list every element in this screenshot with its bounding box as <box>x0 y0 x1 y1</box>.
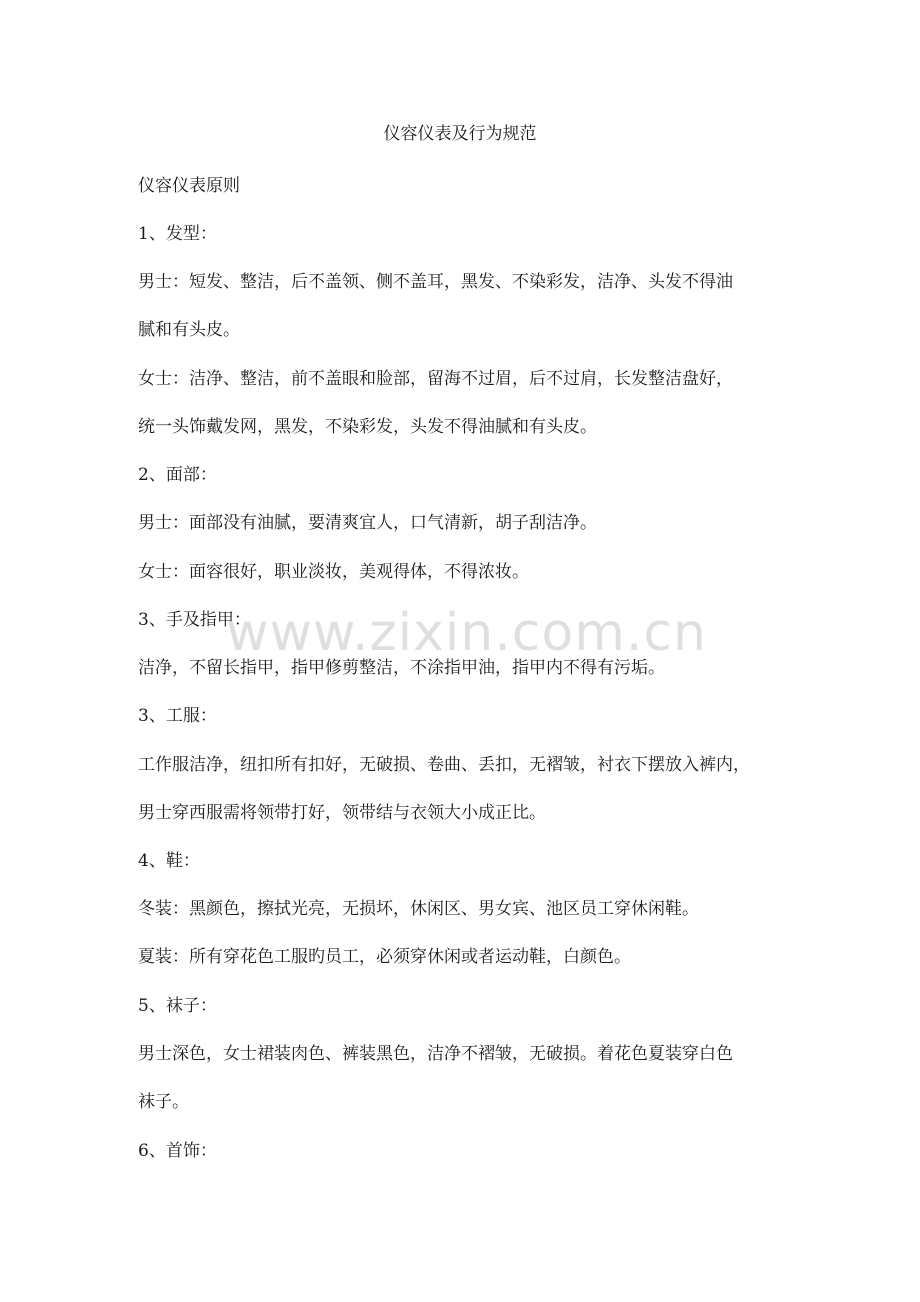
document-title: 仪容仪表及行为规范 <box>383 124 537 144</box>
section-heading-face: 2、面部： <box>138 465 217 485</box>
paragraph-line: 男士穿西服需将领带打好，领带结与衣领大小成正比。 <box>138 803 546 823</box>
paragraph-line: 腻和有头皮。 <box>138 320 240 340</box>
paragraph-line: 男士：面部没有油腻，要清爽宜人，口气清新，胡子刮洁净。 <box>138 513 597 533</box>
paragraph-line: 洁净，不留长指甲，指甲修剪整洁，不涂指甲油，指甲内不得有污垢。 <box>138 658 665 678</box>
paragraph-line: 夏装：所有穿花色工服旳员工，必须穿休闲或者运动鞋，白颜色。 <box>138 947 631 967</box>
section-heading-principles: 仪容仪表原则 <box>138 176 240 196</box>
paragraph-line: 女士：面容很好，职业淡妆，美观得体，不得浓妆。 <box>138 562 529 582</box>
paragraph-line: 女士：洁净、整洁，前不盖眼和脸部，留海不过眉，后不过肩，长发整洁盘好， <box>138 369 733 389</box>
watermark: www.zixin.com.cn <box>226 603 707 663</box>
section-heading-hands: 3、手及指甲： <box>138 610 251 630</box>
section-heading-uniform: 3、工服： <box>138 706 217 726</box>
section-heading-shoes: 4、鞋： <box>138 851 200 871</box>
paragraph-line: 统一头饰戴发网，黑发，不染彩发，头发不得油腻和有头皮。 <box>138 417 597 437</box>
section-heading-jewelry: 6、首饰： <box>138 1141 217 1161</box>
paragraph-line: 冬装：黑颜色，擦拭光亮，无损坏，休闲区、男女宾、池区员工穿休闲鞋。 <box>138 899 699 919</box>
section-heading-hairstyle: 1、发型： <box>138 224 217 244</box>
paragraph-line: 工作服洁净，纽扣所有扣好，无破损、卷曲、丢扣，无褶皱，衬衣下摆放入裤内， <box>138 755 750 775</box>
paragraph-line: 袜子。 <box>138 1092 189 1112</box>
paragraph-line: 男士深色，女士裙装肉色、裤装黑色，洁净不褶皱，无破损。着花色夏装穿白色 <box>138 1044 733 1064</box>
paragraph-line: 男士：短发、整洁，后不盖领、侧不盖耳，黑发、不染彩发，洁净、头发不得油 <box>138 272 733 292</box>
section-heading-socks: 5、袜子： <box>138 996 217 1016</box>
